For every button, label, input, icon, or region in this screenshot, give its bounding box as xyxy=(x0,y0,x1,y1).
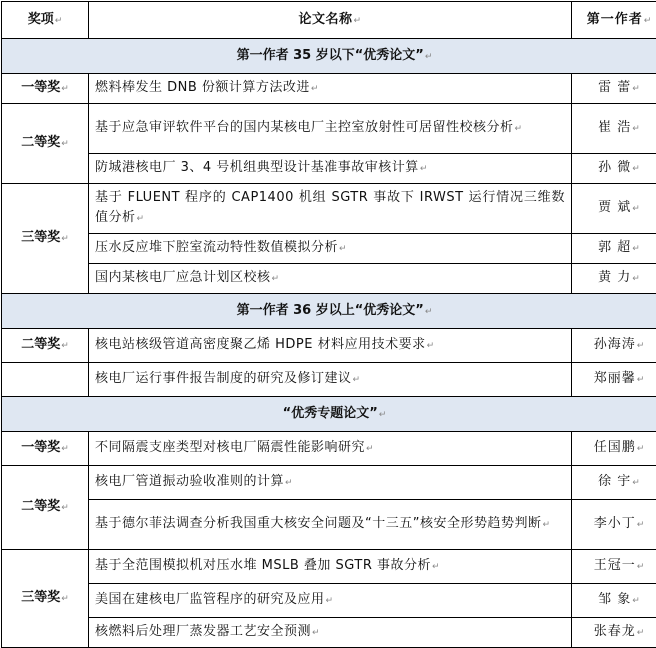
paper-title: 防城港核电厂 3、4 号机组典型设计基准事故审核计算 xyxy=(95,160,419,175)
first-author: 邹 象 xyxy=(598,592,631,607)
paragraph-mark-icon: ↵ xyxy=(632,124,641,134)
paragraph-mark-icon: ↵ xyxy=(632,596,641,606)
paper-row xyxy=(2,329,656,363)
first-author-cell xyxy=(572,618,656,648)
paragraph-mark-icon: ↵ xyxy=(366,444,374,454)
section-title-cell xyxy=(2,294,656,329)
first-author-cell xyxy=(572,432,656,466)
paper-title: 基于德尔菲法调查分析我国重大核安全问题及“十三五”核安全形势趋势判断 xyxy=(95,516,541,531)
header-author-cell xyxy=(572,2,656,39)
paragraph-mark-icon: ↵ xyxy=(515,124,523,134)
paper-row xyxy=(2,264,656,294)
paper-row xyxy=(2,550,656,584)
section-title: “优秀专题论文” xyxy=(283,406,378,421)
paragraph-mark-icon: ↵ xyxy=(420,164,428,174)
section-header-row xyxy=(2,397,656,432)
paper-title: 基于全范围模拟机对压水堆 MSLB 叠加 SGTR 事故分析 xyxy=(95,558,431,573)
first-author: 贾 斌 xyxy=(598,200,631,215)
paper-title: 核电站核级管道高密度聚乙烯 HDPE 材料应用技术要求 xyxy=(95,337,426,352)
first-author-cell xyxy=(572,154,656,184)
paper-title-cell xyxy=(89,618,572,648)
award-level: 一等奖 xyxy=(21,80,60,95)
paper-title-cell xyxy=(89,264,572,294)
paragraph-mark-icon: ↵ xyxy=(353,375,361,385)
first-author: 王冠一 xyxy=(594,558,636,573)
paper-title: 燃料棒发生 DNB 份额计算方法改进 xyxy=(95,80,310,95)
paragraph-mark-icon: ↵ xyxy=(632,478,641,488)
first-author-cell xyxy=(572,104,656,154)
header-award: 奖项 xyxy=(28,12,54,27)
header-title-cell xyxy=(89,2,572,39)
award-level-cell xyxy=(2,432,89,466)
paper-title: 基于 FLUENT 程序的 CAP1400 机组 SGTR 事故下 IRWST 运行情况三维数值分析 xyxy=(95,190,565,225)
paragraph-mark-icon: ↵ xyxy=(326,596,334,606)
paper-title-cell xyxy=(89,466,572,500)
paper-title: 核燃料后处理厂蒸发器工艺安全预测 xyxy=(95,624,311,639)
paper-title: 美国在建核电厂监管程序的研究及应用 xyxy=(95,592,325,607)
paper-row xyxy=(2,74,656,104)
paragraph-mark-icon: ↵ xyxy=(285,478,293,488)
paper-row xyxy=(2,363,656,397)
paragraph-mark-icon: ↵ xyxy=(61,594,69,604)
paper-row xyxy=(2,466,656,500)
header-row xyxy=(2,2,656,39)
first-author: 徐 宇 xyxy=(598,474,631,489)
paper-row xyxy=(2,104,656,154)
paper-row xyxy=(2,584,656,618)
paragraph-mark-icon: ↵ xyxy=(644,16,653,26)
paragraph-mark-icon: ↵ xyxy=(61,444,69,454)
paper-title-cell xyxy=(89,154,572,184)
paper-row xyxy=(2,154,656,184)
paragraph-mark-icon: ↵ xyxy=(61,503,69,513)
first-author: 崔 浩 xyxy=(598,120,631,135)
award-table-body xyxy=(2,2,656,648)
first-author: 任国鹏 xyxy=(594,440,636,455)
paper-row xyxy=(2,184,656,234)
award-table xyxy=(1,1,656,648)
paragraph-mark-icon: ↵ xyxy=(61,341,69,351)
first-author: 孙海涛 xyxy=(594,337,636,352)
paper-title: 压水反应堆下腔室流动特性数值模拟分析 xyxy=(95,240,338,255)
first-author-cell xyxy=(572,74,656,104)
paragraph-mark-icon: ↵ xyxy=(637,444,646,454)
paper-title-cell xyxy=(89,550,572,584)
paragraph-mark-icon: ↵ xyxy=(339,244,347,254)
paper-title-cell xyxy=(89,234,572,264)
paragraph-mark-icon: ↵ xyxy=(542,520,550,530)
first-author: 张春龙 xyxy=(594,624,636,639)
first-author-cell xyxy=(572,550,656,584)
paragraph-mark-icon: ↵ xyxy=(632,204,641,214)
paragraph-mark-icon: ↵ xyxy=(632,84,641,94)
award-level-cell xyxy=(2,184,89,294)
paragraph-mark-icon: ↵ xyxy=(637,562,646,572)
first-author: 雷 蕾 xyxy=(598,80,631,95)
paragraph-mark-icon: ↵ xyxy=(425,307,433,317)
first-author-cell xyxy=(572,363,656,397)
section-title-cell xyxy=(2,39,656,74)
award-level: 一等奖 xyxy=(21,440,60,455)
award-level: 二等奖 xyxy=(21,337,60,352)
paragraph-mark-icon: ↵ xyxy=(637,341,646,351)
section-header-row xyxy=(2,39,656,74)
paper-row xyxy=(2,234,656,264)
header-award-cell xyxy=(2,2,89,39)
paragraph-mark-icon: ↵ xyxy=(55,16,63,26)
award-level: 三等奖 xyxy=(21,230,60,245)
paragraph-mark-icon: ↵ xyxy=(632,274,641,284)
award-level: 三等奖 xyxy=(21,590,60,605)
paper-title-cell xyxy=(89,584,572,618)
first-author: 黄 力 xyxy=(598,270,631,285)
first-author-cell xyxy=(572,264,656,294)
first-author-cell xyxy=(572,466,656,500)
section-title: 第一作者 35 岁以下“优秀论文” xyxy=(237,48,424,63)
first-author-cell xyxy=(572,329,656,363)
first-author-cell xyxy=(572,584,656,618)
first-author-cell xyxy=(572,234,656,264)
award-level-cell xyxy=(2,104,89,184)
paper-title-cell xyxy=(89,329,572,363)
award-level-cell xyxy=(2,74,89,104)
paragraph-mark-icon: ↵ xyxy=(637,375,646,385)
paper-row xyxy=(2,432,656,466)
header-author: 第一作者 xyxy=(587,12,643,27)
paragraph-mark-icon: ↵ xyxy=(425,52,433,62)
paragraph-mark-icon: ↵ xyxy=(311,84,319,94)
first-author: 郭 超 xyxy=(598,240,631,255)
paper-title-cell xyxy=(89,500,572,550)
paper-title-cell xyxy=(89,74,572,104)
paper-title-cell xyxy=(89,432,572,466)
paragraph-mark-icon: ↵ xyxy=(61,234,69,244)
paragraph-mark-icon: ↵ xyxy=(427,341,435,351)
award-level-cell xyxy=(2,363,89,397)
paragraph-mark-icon: ↵ xyxy=(312,628,320,638)
paper-title: 核电厂运行事件报告制度的研究及修订建议 xyxy=(95,371,352,386)
first-author-cell xyxy=(572,184,656,234)
paragraph-mark-icon: ↵ xyxy=(432,562,440,572)
award-level-cell xyxy=(2,329,89,363)
paragraph-mark-icon: ↵ xyxy=(637,628,646,638)
paragraph-mark-icon: ↵ xyxy=(632,164,641,174)
paper-title: 不同隔震支座类型对核电厂隔震性能影响研究 xyxy=(95,440,365,455)
first-author: 郑丽馨 xyxy=(594,371,636,386)
section-header-row xyxy=(2,294,656,329)
award-level: 二等奖 xyxy=(21,499,60,514)
paper-title-cell xyxy=(89,363,572,397)
paper-row xyxy=(2,618,656,648)
header-title: 论文名称 xyxy=(298,12,352,27)
first-author: 孙 微 xyxy=(598,160,631,175)
section-title-cell xyxy=(2,397,656,432)
paragraph-mark-icon: ↵ xyxy=(61,84,69,94)
paragraph-mark-icon: ↵ xyxy=(637,520,646,530)
first-author: 李小丁 xyxy=(594,516,636,531)
paragraph-mark-icon: ↵ xyxy=(353,16,361,26)
paper-title: 基于应急审评软件平台的国内某核电厂主控室放射性可居留性校核分析 xyxy=(95,120,514,135)
paper-row xyxy=(2,500,656,550)
paper-title: 核电厂管道振动验收准则的计算 xyxy=(95,474,284,489)
award-level-cell xyxy=(2,550,89,648)
section-title: 第一作者 36 岁以上“优秀论文” xyxy=(237,303,424,318)
award-level-cell xyxy=(2,466,89,550)
paper-title-cell xyxy=(89,184,572,234)
paper-title: 国内某核电厂应急计划区校核 xyxy=(95,270,271,285)
award-level: 二等奖 xyxy=(21,135,60,150)
first-author-cell xyxy=(572,500,656,550)
paper-title-cell xyxy=(89,104,572,154)
paragraph-mark-icon: ↵ xyxy=(272,274,280,284)
paragraph-mark-icon: ↵ xyxy=(632,244,641,254)
paragraph-mark-icon: ↵ xyxy=(61,139,69,149)
paragraph-mark-icon: ↵ xyxy=(379,410,387,420)
paragraph-mark-icon: ↵ xyxy=(137,214,145,224)
